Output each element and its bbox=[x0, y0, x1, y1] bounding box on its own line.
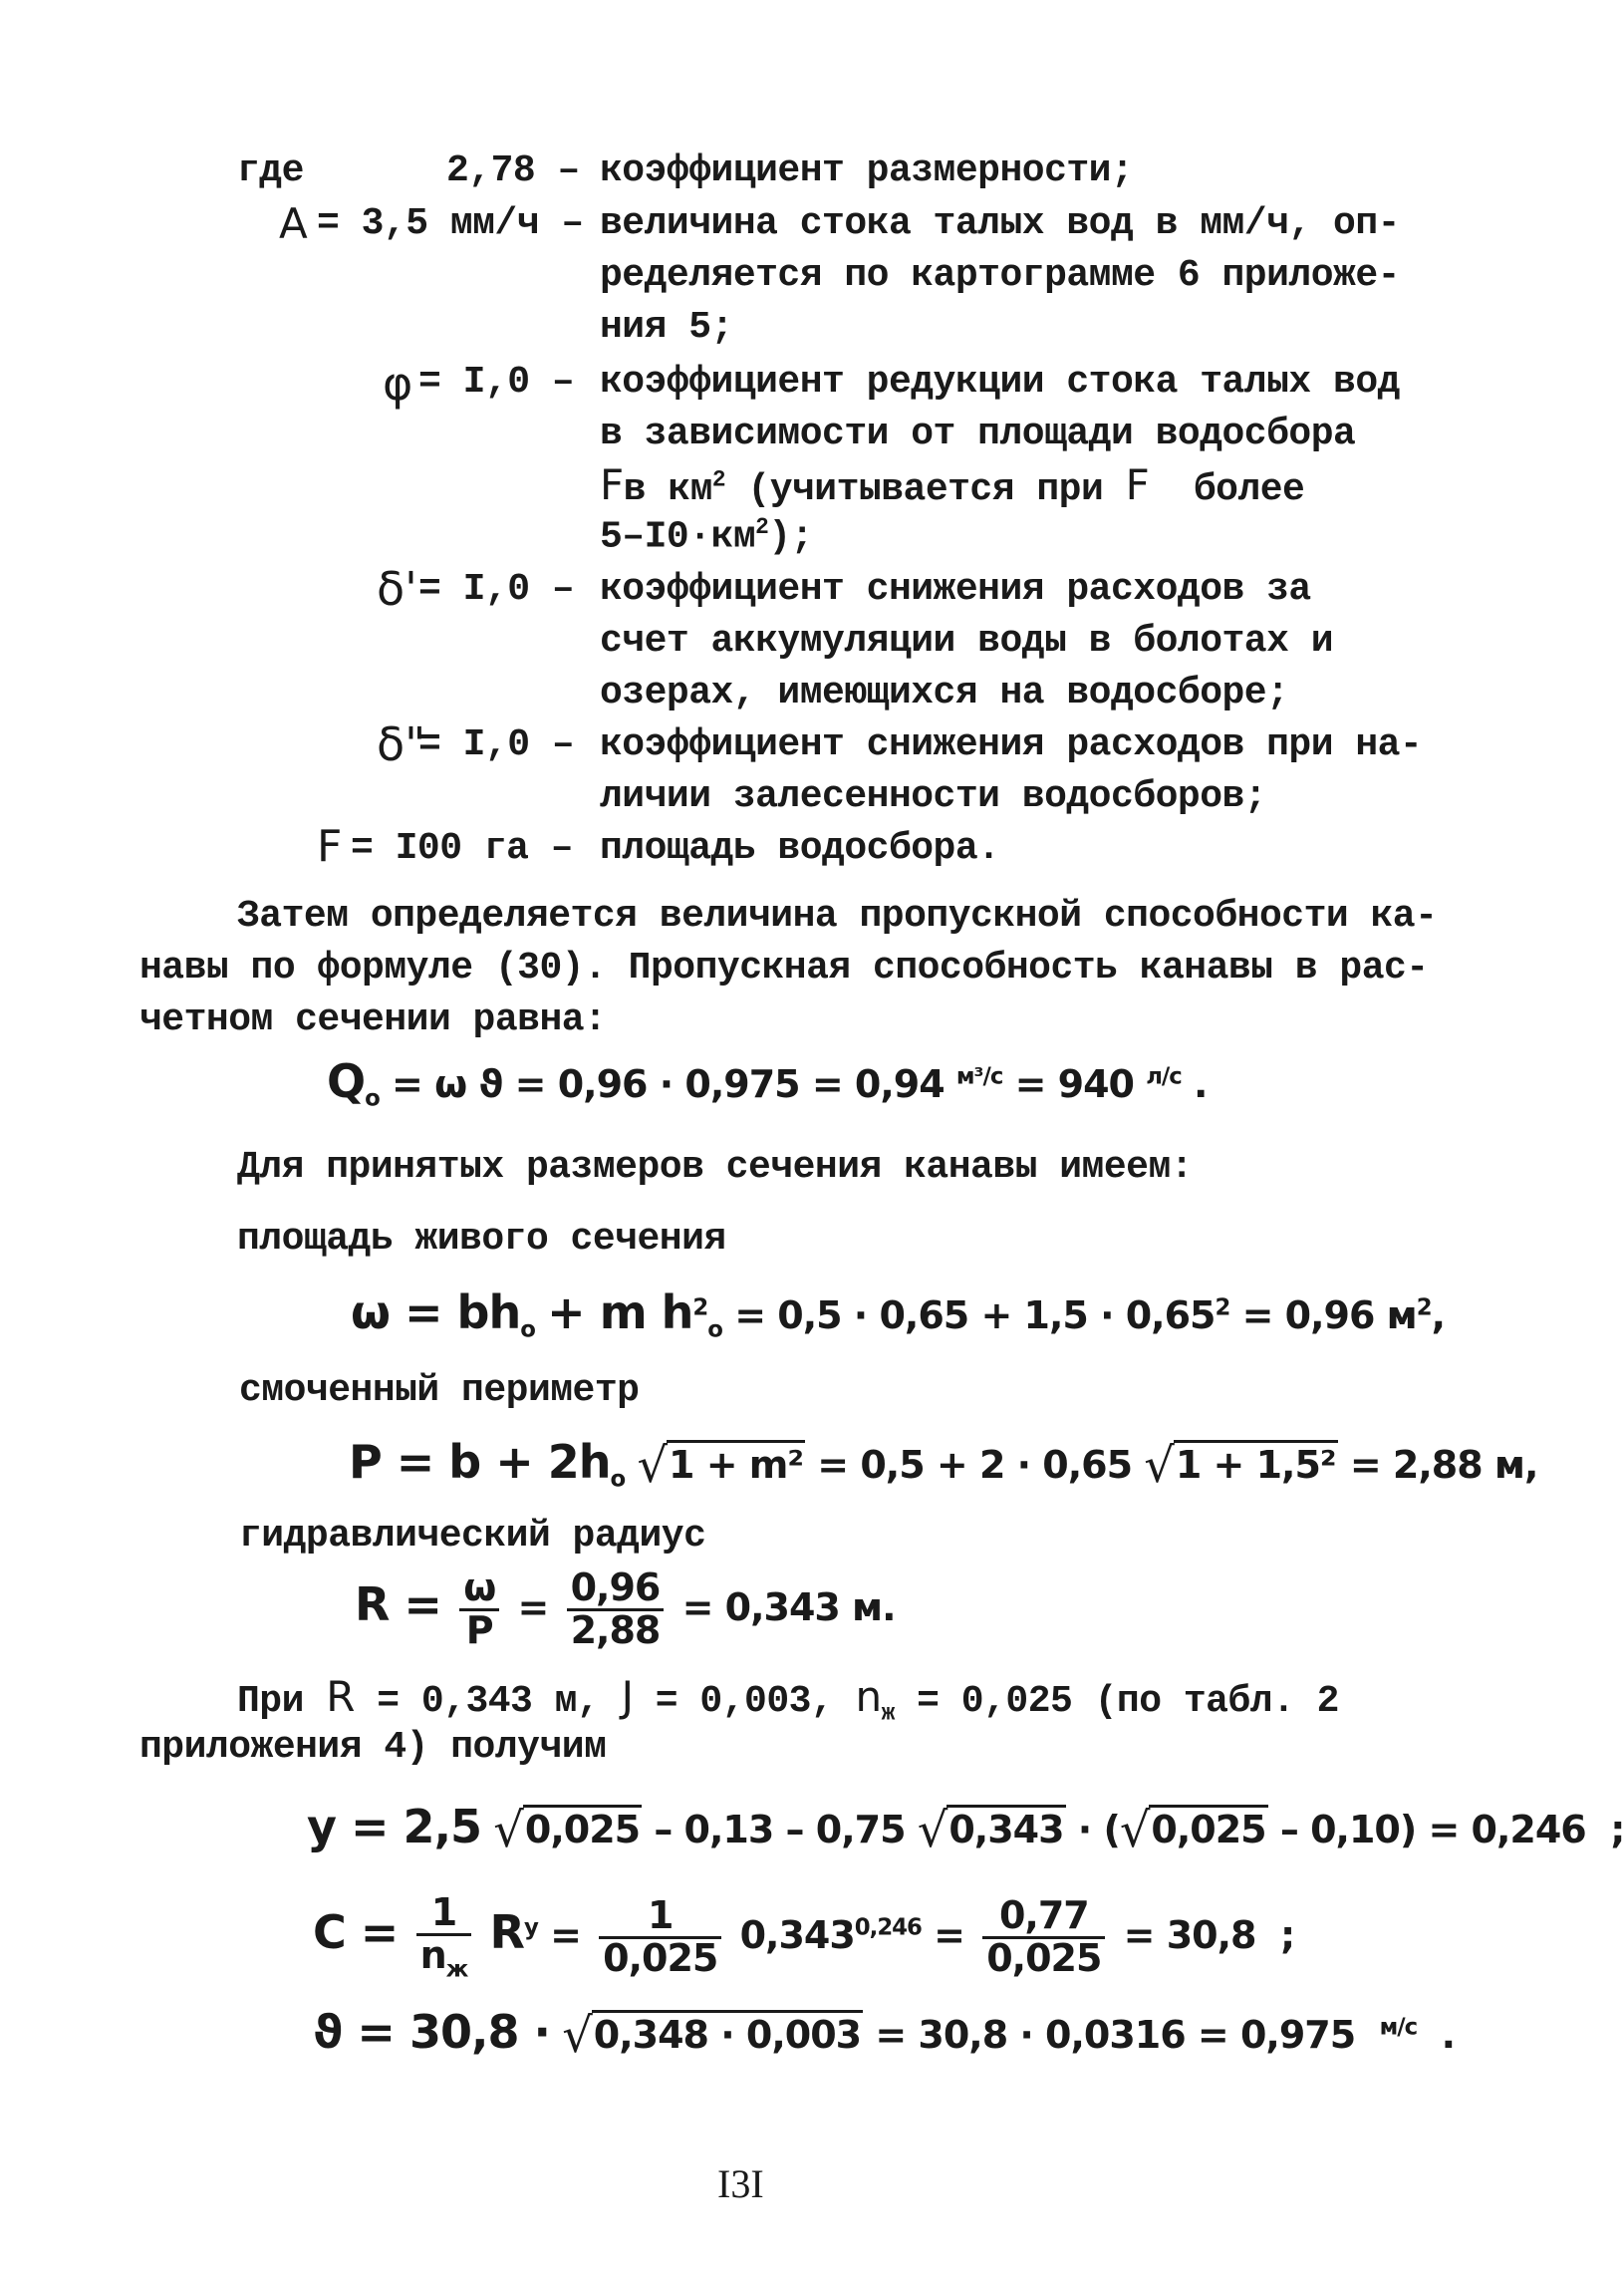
para1-line-3: четном сечении равна: bbox=[139, 998, 607, 1041]
phi-desc-line-1: коэффициент редукции стока талых вод bbox=[600, 361, 1400, 404]
coef-278-desc: коэффициент размерности; bbox=[600, 149, 1134, 192]
sizes-line: Для принятых размеров сечения канавы имеем: bbox=[237, 1146, 1194, 1189]
equation-radius: R = $\frac{\omega}{P}$ = $\frac{0,96}{2,88}$ = 0,343 м. bbox=[355, 1565, 896, 1652]
sqrt-0-343: √0,343 bbox=[917, 1803, 1064, 1858]
equation-velocity: ϑ = 30,8 · √0,348 · 0,003 = 30,8 · 0,0316 = 0,975 $^{м/с}$ . bbox=[313, 2005, 1456, 2064]
area-label: площадь живого сечения bbox=[237, 1218, 726, 1261]
phi-desc-line-3: Fв $км^2$ (учитывается при F более bbox=[600, 460, 1305, 511]
coef-278-value: 2,78 – bbox=[446, 149, 580, 192]
phi-desc-line-4: $5-I0\cdot км^2$); bbox=[600, 514, 813, 559]
page-number: I3I bbox=[717, 2161, 764, 2206]
sqrt-1-plus-1-5-sq: √1 + 1,5² bbox=[1144, 1438, 1336, 1494]
where-word: где bbox=[237, 149, 304, 192]
para1-line-2: навы по формуле (30). Пропускная способность канавы в рас- bbox=[139, 947, 1429, 990]
sqrt-0-348-0-003: √0,348 · 0,003 bbox=[562, 2008, 862, 2064]
radius-label: гидравлический радиус bbox=[239, 1515, 706, 1558]
symbol-delta-double-prime: δ" bbox=[377, 717, 426, 771]
equation-q0: $Q_o = \omega$ ϑ = 0,96 · 0,975 = 0,94 $^{м^3/с}$ = 940 $^{л/с}$ . bbox=[327, 1054, 1208, 1112]
equation-omega: $\omega = bh_o + m$ $h^2_o = 0,5 \cdot 0,65 + 1,5 \cdot 0,65^2 = 0,96$ $м^2$, bbox=[351, 1285, 1446, 1343]
symbol-phi: φ bbox=[383, 357, 413, 411]
f-desc: площадь водосбора. bbox=[600, 827, 1000, 870]
a-desc-line-2: ределяется по картограмме 6 приложе- bbox=[600, 254, 1400, 297]
sqrt-0-025-b: √0,025 bbox=[1119, 1803, 1266, 1858]
delta-prime-desc-line-1: коэффициент снижения расходов за bbox=[600, 568, 1311, 611]
delta-prime-value: = I,0 – bbox=[418, 568, 575, 611]
delta-double-prime-value: = I,0 – bbox=[418, 723, 575, 766]
perimeter-label: смоченный периметр bbox=[239, 1369, 640, 1412]
equation-perimeter: $P = b + 2h_o$ √1 + m² = 0,5 + 2 · 0,65 √1 + 1,5² = 2,88 м, bbox=[349, 1435, 1538, 1494]
delta-double-prime-desc-line-1: коэффициент снижения расходов при на- bbox=[600, 723, 1423, 766]
para1-line-1: Затем определяется величина пропускной способности ка- bbox=[237, 895, 1438, 938]
equation-c: C = $\frac{1}{n_ж}$ $R^y$ = $\frac{1}{0,025}$ 0,343$^{0,246}$ = $\frac{0,77}{0,025}$ = 30,8 ; bbox=[313, 1890, 1295, 1983]
a-value: = 3,5 мм/ч – bbox=[317, 202, 584, 245]
phi-desc-line-2: в зависимости от площади водосбора bbox=[600, 413, 1356, 455]
delta-double-prime-desc-line-2: личии залесенности водосборов; bbox=[600, 775, 1267, 818]
para2-line-2: приложения 4) получим bbox=[139, 1726, 607, 1769]
phi-value: = I,0 – bbox=[418, 361, 575, 404]
a-desc-line-1: величина стока талых вод в мм/ч, оп- bbox=[600, 202, 1400, 245]
sqrt-1-plus-m2: √1 + m² bbox=[637, 1438, 804, 1494]
sqrt-0-025-a: √0,025 bbox=[493, 1803, 641, 1858]
symbol-a: A bbox=[279, 199, 308, 248]
symbol-f: F bbox=[317, 821, 343, 872]
a-desc-line-3: ния 5; bbox=[600, 306, 733, 349]
delta-prime-desc-line-3: озерах, имеющихся на водосборе; bbox=[600, 672, 1289, 714]
delta-prime-desc-line-2: счет аккумуляции воды в болотах и bbox=[600, 620, 1334, 663]
f-value: = I00 га – bbox=[351, 827, 574, 870]
equation-y: y = 2,5 √0,025 – 0,13 – 0,75 √0,343 · (√0,025 – 0,10) = 0,246 ; bbox=[307, 1800, 1624, 1858]
symbol-delta-prime: δ' bbox=[377, 562, 417, 616]
para2-line-1: При R = 0,343 м, J = 0,003, $n_ж = 0,025$ (по табл. 2 bbox=[237, 1672, 1339, 1727]
